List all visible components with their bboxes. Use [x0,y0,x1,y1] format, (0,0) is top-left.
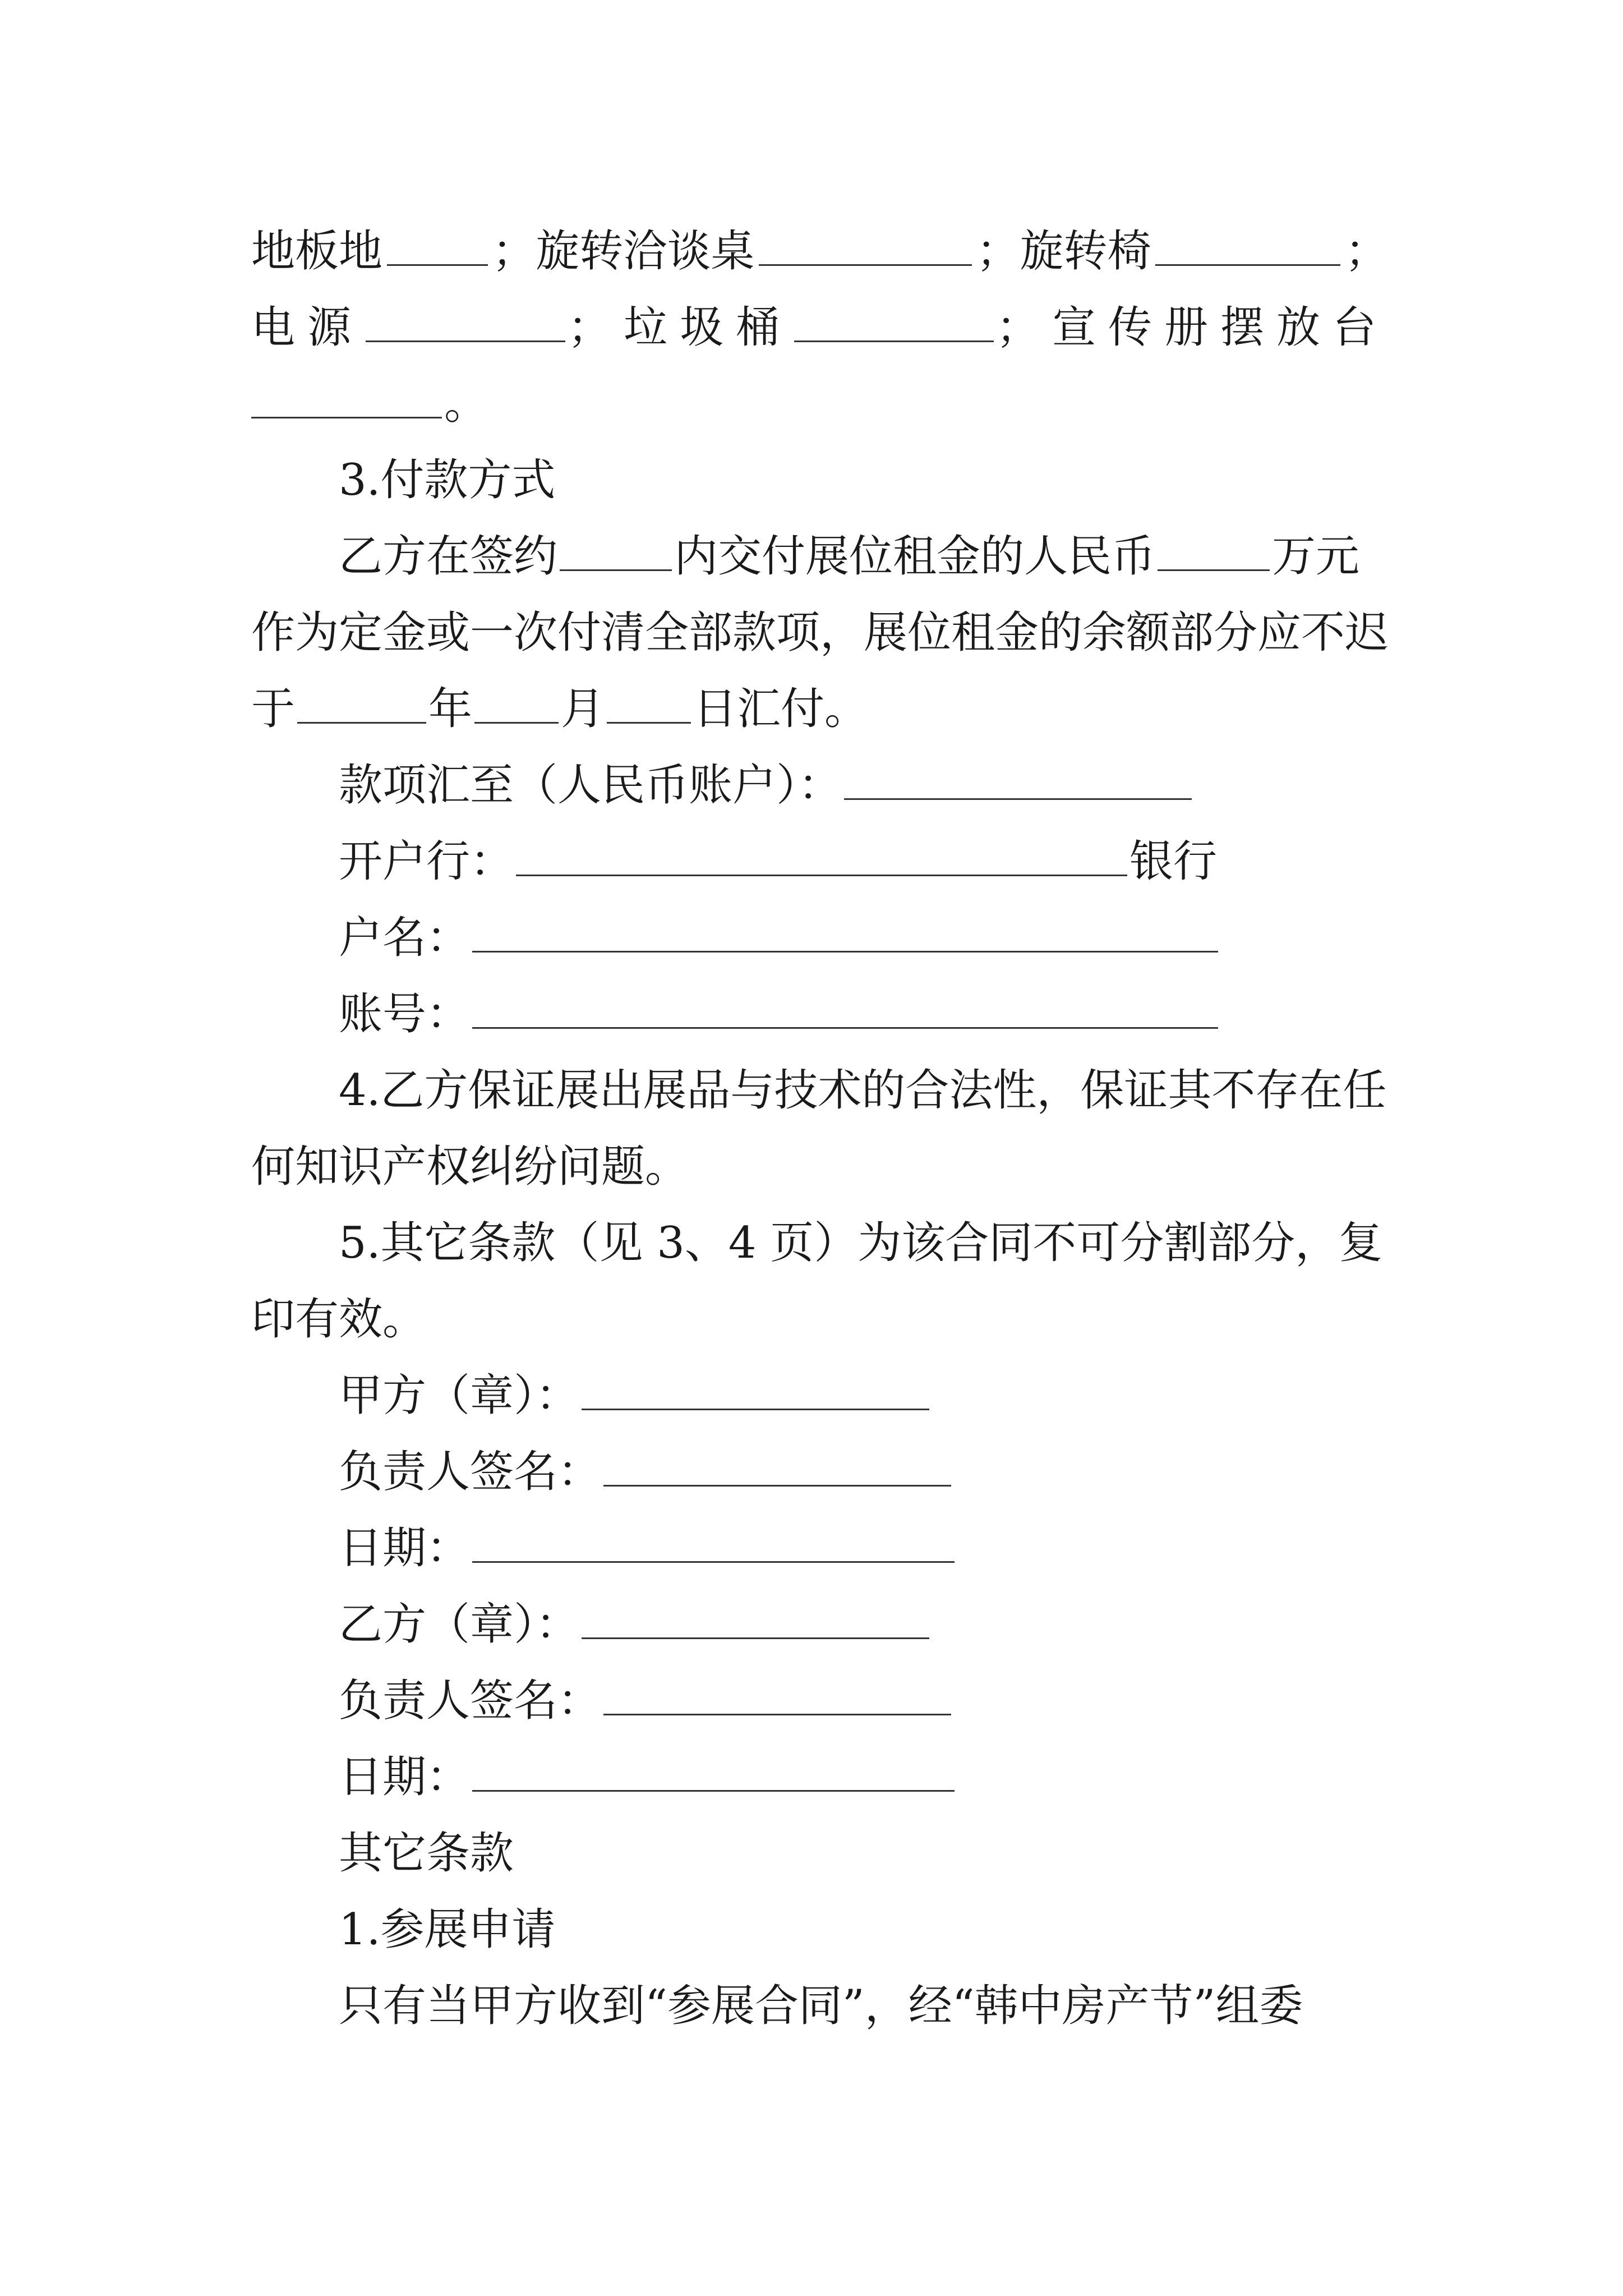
party-b-seal-line [251,1586,1389,1663]
clause-5-line-2: 印有效。 [251,1294,427,1345]
remit-account-line [251,747,1389,823]
party-b-date-label: 日期： [339,1752,471,1802]
text-power: 电源 [251,302,364,353]
account-name-line [251,900,1389,976]
application-heading: 1.参展申请 [339,1904,556,1955]
text-bin: ；垃圾桶 [567,302,792,353]
text-yu: 于 [251,684,296,734]
blank-power [366,328,565,342]
account-name-field [472,938,1218,953]
booth-items-line-1 [251,213,1389,289]
text-chair: ；旋转椅 [976,226,1151,277]
bank-line [251,823,1389,900]
party-a-label: 甲方（章）： [339,1370,580,1421]
text-month: 月 [561,684,605,734]
party-b-date-field [472,1778,955,1792]
text-floor: 地板地 [251,226,383,277]
blank-table [759,252,972,266]
payment-line-1 [251,518,1389,595]
party-a-signature-field [603,1473,951,1487]
account-number-field [472,1015,1218,1029]
party-a-date-line [251,1510,1389,1586]
blank-month [474,710,559,724]
blank-brochure-stand [251,404,442,418]
bank-suffix: 银行 [1129,836,1218,887]
party-b-date-line [251,1739,1389,1815]
party-a-seal-line [251,1358,1389,1434]
payment-heading: 3.付款方式 [339,455,556,505]
bank-label: 开户行： [339,836,514,887]
account-number-label: 账号： [339,989,471,1039]
party-a-seal-field [582,1396,929,1410]
clause-5-line-1: 5.其它条款（见 3、4 页）为该合同不可分割部分，复 [339,1218,1383,1268]
payment-line-3 [251,671,1389,747]
party-a-signature-label: 负责人签名： [339,1447,602,1497]
text-rmb: 内交付展位租金的人民币 [674,531,1156,582]
party-b-signature-field [603,1701,951,1715]
blank-floor [387,252,488,266]
text-day-remit: 日汇付。 [693,684,869,734]
booth-items-line-2 [251,289,1389,366]
text-table: ；旋转洽谈桌 [492,226,755,277]
text-year: 年 [428,684,473,734]
text-wan-yuan: 万元 [1272,531,1360,582]
blank-year [297,710,426,724]
text-period: 。 [444,379,488,429]
clause-4-line-1: 4.乙方保证展出展品与技术的合法性，保证其不存在任 [339,1065,1387,1116]
document-page [251,213,1389,2044]
blank-bin [794,328,994,342]
text-brochure-stand: ；宣传册摆放台 [995,302,1389,353]
party-a-signature-line [251,1434,1389,1510]
text-semicolon: ； [1344,226,1389,277]
bank-field [516,862,1127,876]
remit-field [844,786,1192,800]
party-a-date-label: 日期： [339,1523,471,1573]
blank-amount [1158,557,1270,571]
account-number-line [251,976,1389,1052]
blank-days [560,557,672,571]
text-sign-within: 乙方在签约 [339,531,558,582]
blank-day [607,710,691,724]
application-text-line: 只有当甲方收到“参展合同”，经“韩中房产节”组委 [339,1981,1303,2031]
party-b-signature-line [251,1663,1389,1739]
remit-label: 款项汇至（人民币账户）： [339,760,842,811]
party-a-date-field [472,1549,955,1563]
blank-chair [1155,252,1340,266]
account-name-label: 户名： [339,913,471,963]
party-b-seal-field [582,1625,929,1639]
other-terms-heading: 其它条款 [339,1828,514,1879]
booth-items-line-3 [251,366,1389,442]
party-b-label: 乙方（章）： [339,1599,580,1650]
payment-line-2: 作为定金或一次付清全部款项，展位租金的余额部分应不迟 [251,608,1389,658]
clause-4-line-2: 何知识产权纠纷问题。 [251,1142,689,1192]
party-b-signature-label: 负责人签名： [339,1676,602,1726]
